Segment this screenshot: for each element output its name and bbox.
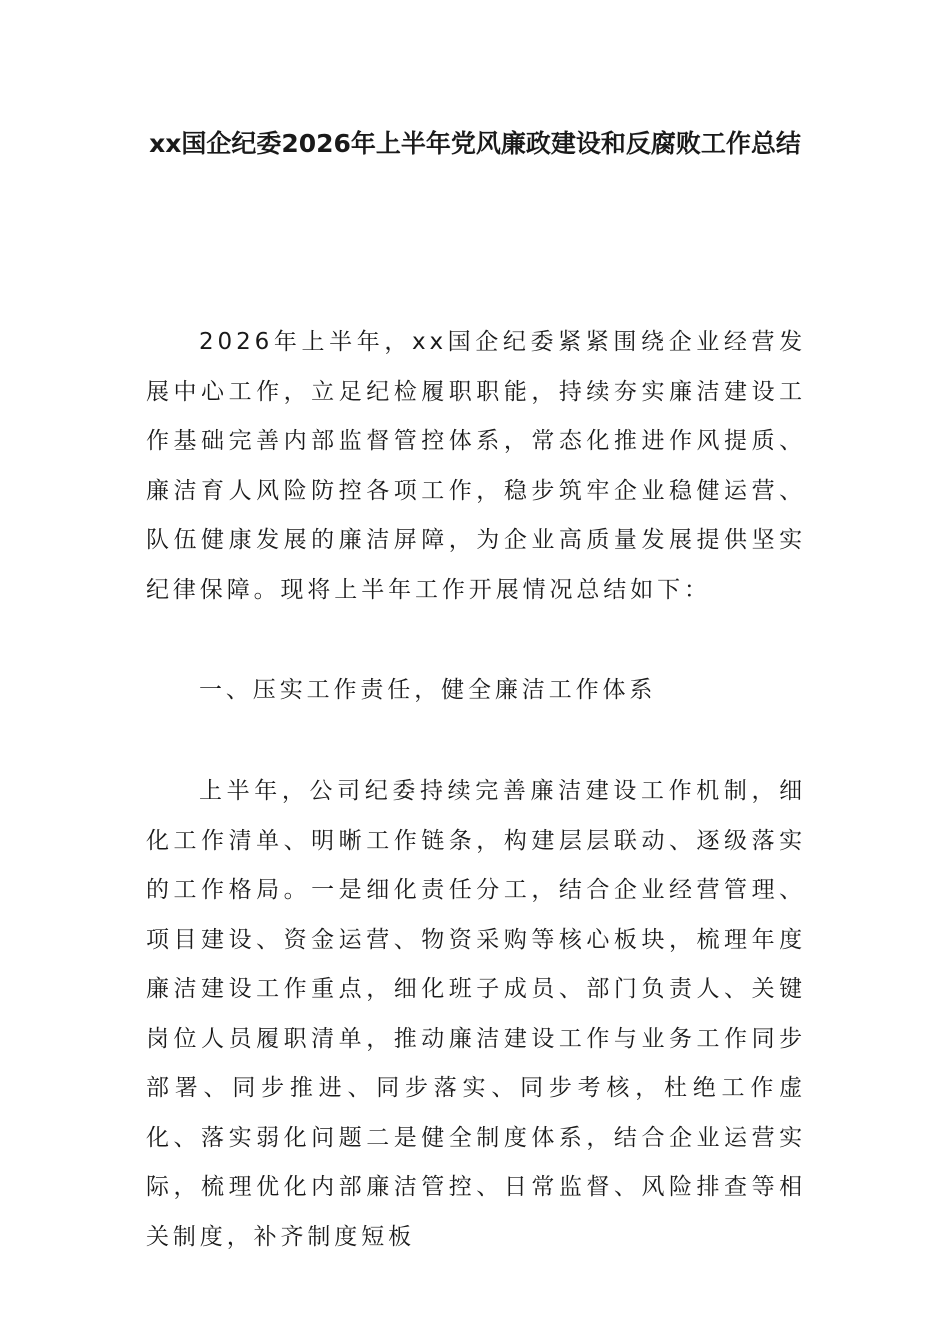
document-title: xx国企纪委2026年上半年党风廉政建设和反腐败工作总结: [149, 129, 801, 158]
intro-paragraph: 2026年上半年，xx国企纪委紧紧围绕企业经营发展中心工作，立足纪检履职职能，持续夯实廉洁建设工作基础完善内部监督管控体系，常态化推进作风提质、廉洁育人风险防控各项工作，稳步筑牢企业稳健运营、队伍健康发展的廉洁屏障，为企业高质量发展提供坚实纪律保障。现将上半年工作开展情况总结如下：: [146, 329, 806, 603]
section-heading: 一、压实工作责任，健全廉洁工作体系: [199, 677, 657, 703]
section-paragraph: 上半年，公司纪委持续完善廉洁建设工作机制，细化工作清单、明晰工作链条，构建层层联动、逐级落实的工作格局。一是细化责任分工，结合企业经营管理、项目建设、资金运营、物资采购等核心板块，梳理年度廉洁建设工作重点，细化班子成员、部门负责人、关键岗位人员履职清单，推动廉洁建设工作与业务工作同步部署、同步推进、同步落实、同步考核，杜绝工作虚化、落实弱化问题二是健全制度体系，结合企业运营实际，梳理优化内部廉洁管控、日常监督、风险排查等相关制度，补齐制度短板: [146, 778, 806, 1250]
